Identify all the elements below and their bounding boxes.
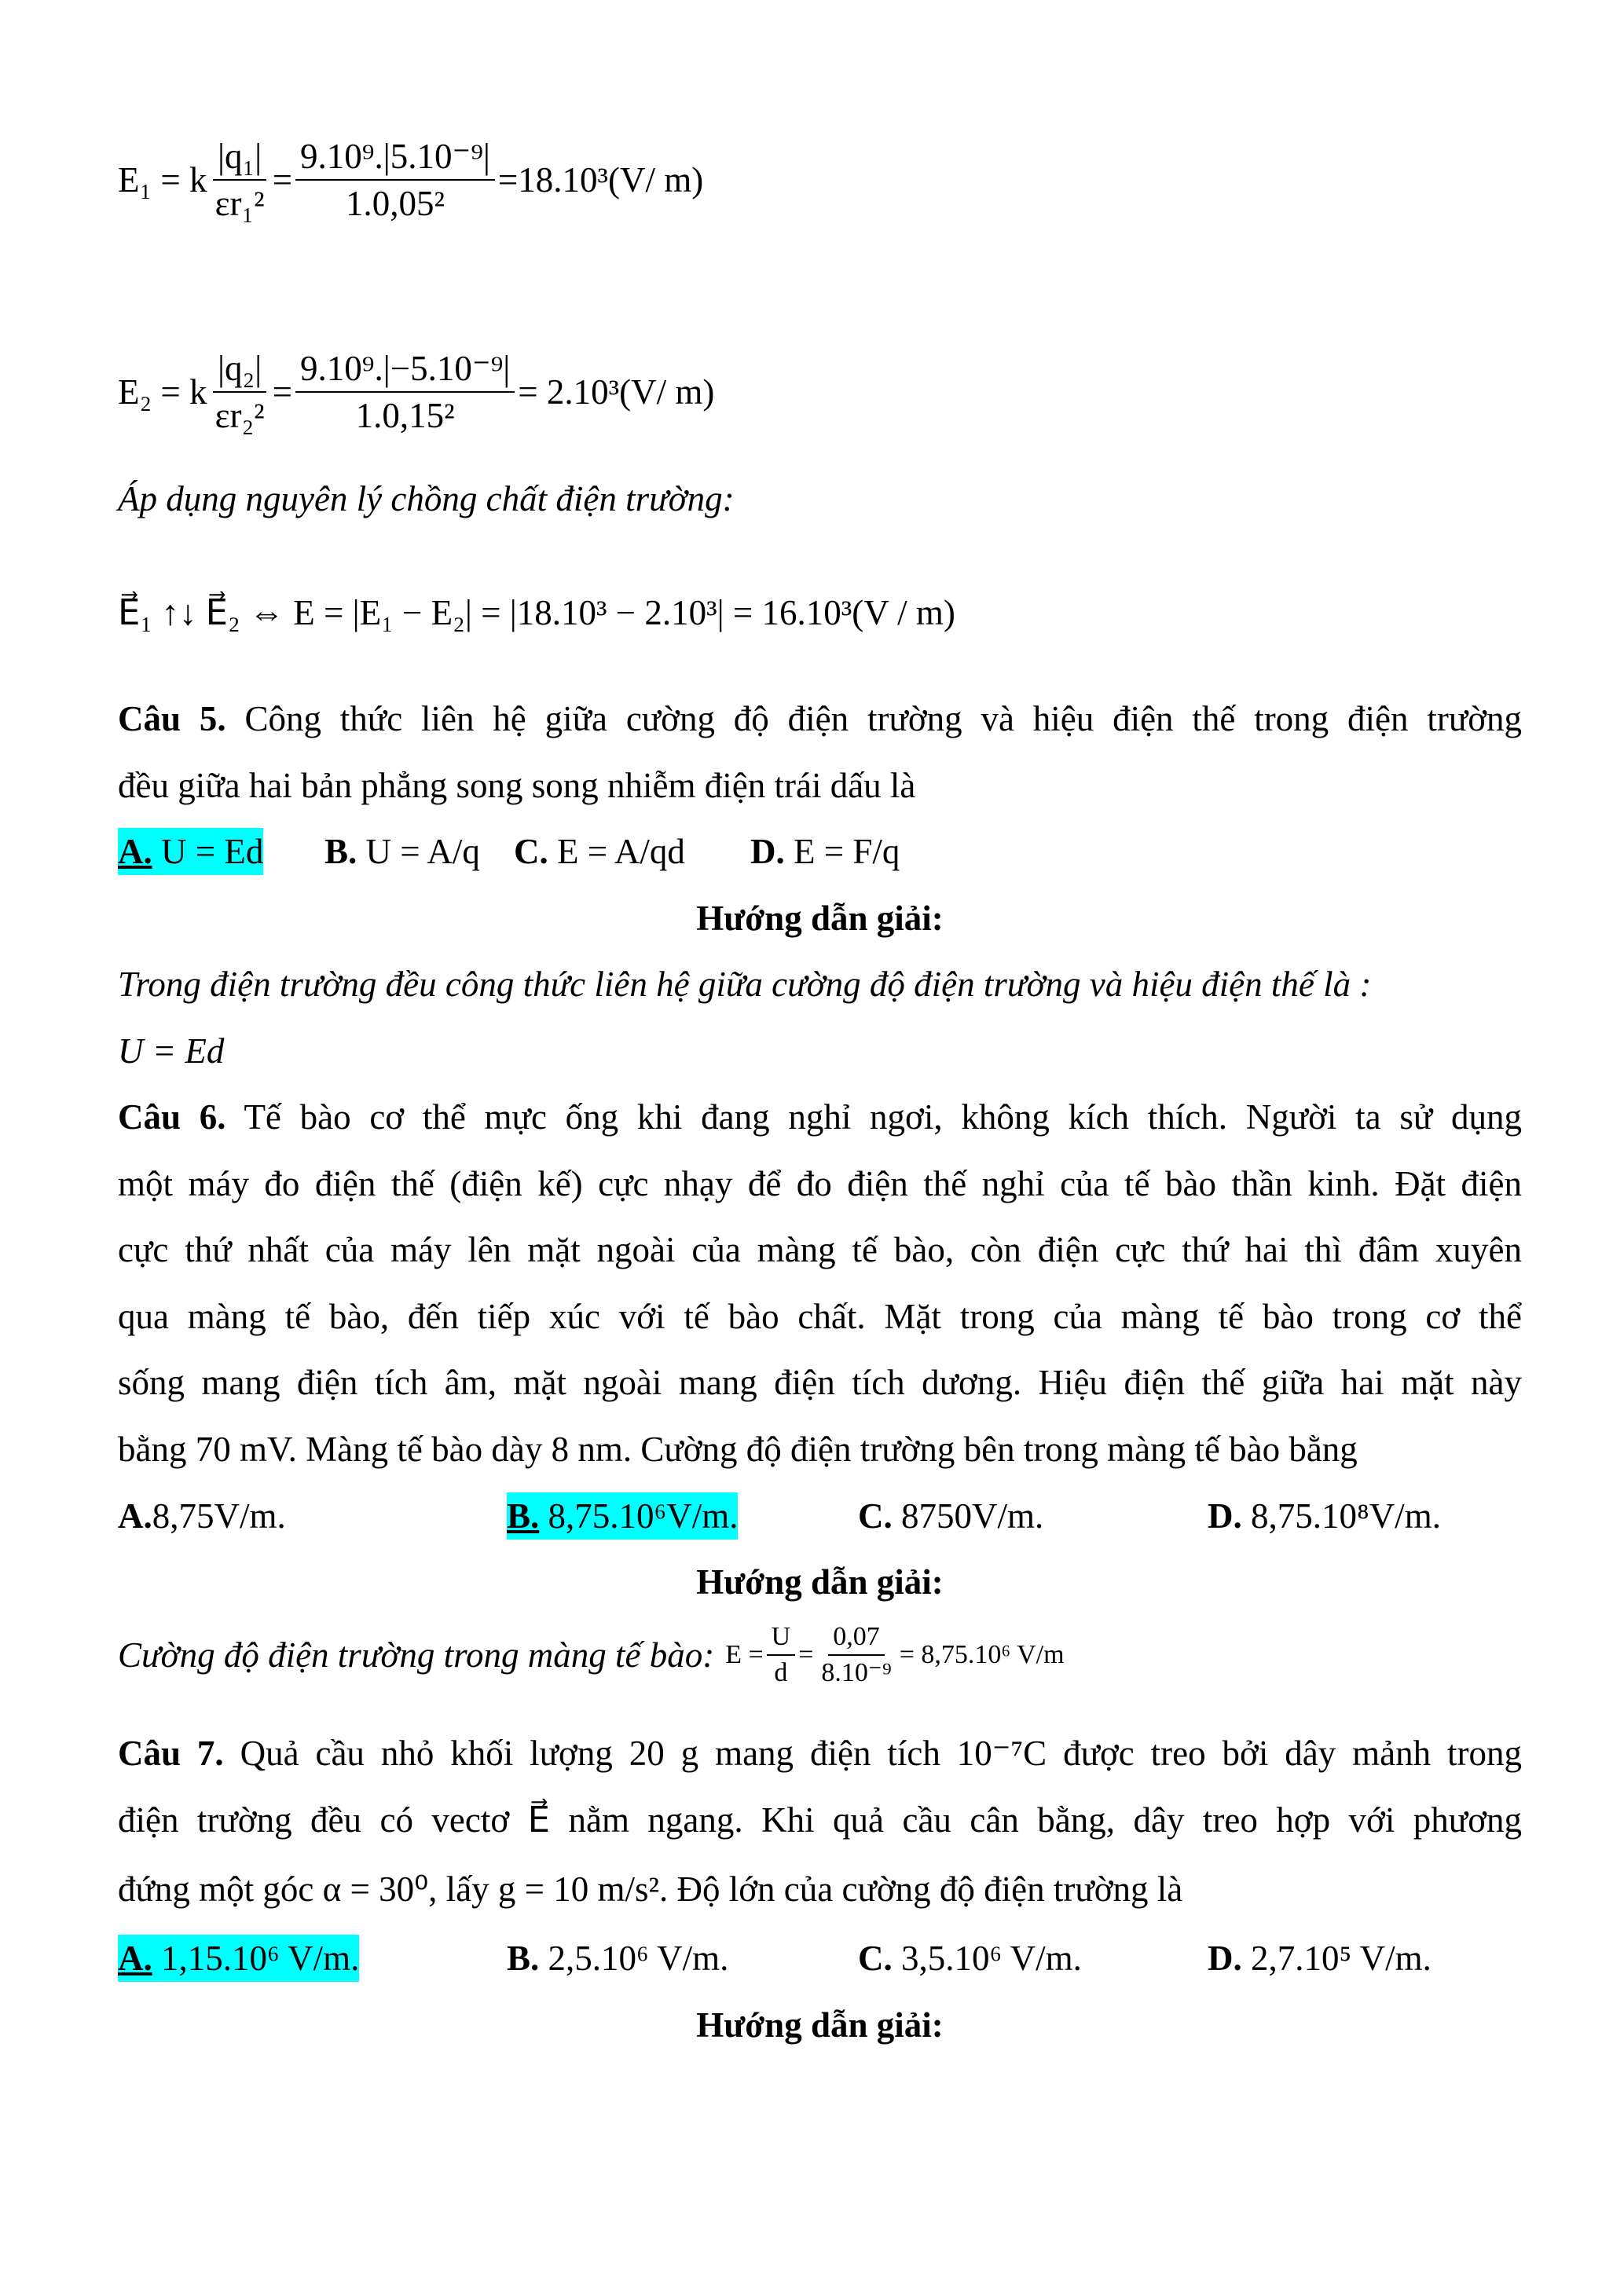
option-letter: D. — [1208, 1939, 1242, 1978]
option-letter: D. — [1208, 1496, 1242, 1536]
q7-line-3: đứng một góc α = 30⁰, lấy g = 10 m/s². Độ lớn của cường độ điện trường là — [118, 1869, 1183, 1909]
numerator: 9.10⁹.|5.10⁻⁹| — [295, 134, 495, 181]
superposition-formula: E⃗₁ ↑↓ E⃗₂ ⇔ E = |E₁ − E₂| = |18.10³ − 2.10³| = 16.10³(V / m) — [118, 593, 955, 632]
q5-option-d — [750, 828, 900, 875]
formula-e1 — [118, 134, 703, 226]
numerator: U — [767, 1620, 796, 1656]
superposition-label: Áp dụng nguyên lý chồng chất điện trường: — [118, 479, 735, 518]
option-text: 8,75.10⁶V/m. — [539, 1496, 739, 1536]
q6-option-c — [858, 1492, 1043, 1540]
q5-option-b — [324, 828, 480, 875]
numerator: |q₂| — [213, 346, 266, 393]
option-letter: A. — [118, 832, 152, 871]
q5-guide-line-2: U = Ed — [118, 1031, 225, 1071]
option-letter: B. — [507, 1939, 540, 1978]
q6-option-a — [118, 1492, 286, 1540]
q7-option-c — [858, 1935, 1082, 1982]
fraction — [767, 1620, 796, 1690]
option-text: 2,7.10⁵ V/m. — [1241, 1939, 1432, 1978]
denominator: 1.0,15² — [355, 396, 455, 435]
q7-option-a — [118, 1935, 359, 1982]
option-text: 3,5.10⁶ V/m. — [892, 1939, 1082, 1978]
option-text: 8,75V/m. — [152, 1496, 286, 1536]
equals: = — [272, 372, 293, 412]
q6-line-3: cực thứ nhất của máy lên mặt ngoài của màng tế bào, còn điện cực thứ hai thì đâm xuyên — [118, 1230, 1522, 1269]
denominator: d — [774, 1658, 788, 1687]
q5-guide-title: Hướng dẫn giải: — [696, 899, 944, 938]
formula-lhs: E₂ = k — [118, 372, 207, 412]
q5-line-2: đều giữa hai bản phẳng song song nhiễm điện trái dấu là — [118, 766, 916, 805]
q7-option-d — [1208, 1935, 1432, 1982]
denominator: 8.10⁻⁹ — [821, 1658, 892, 1687]
option-text: E = A/qd — [548, 832, 685, 871]
q7-line-1 — [118, 1730, 1522, 1777]
option-letter: C. — [858, 1939, 893, 1978]
denominator: εr₁² — [214, 184, 265, 223]
q6-guide-title: Hướng dẫn giải: — [696, 1562, 944, 1602]
q6-line-6: bằng 70 mV. Màng tế bào dày 8 nm. Cường độ điện trường bên trong màng tế bào bằng — [118, 1430, 1358, 1469]
question-label: Câu 7. — [118, 1734, 224, 1773]
option-text: 8750V/m. — [892, 1496, 1044, 1536]
option-letter: B. — [324, 832, 357, 871]
option-letter: C. — [514, 832, 548, 871]
fraction — [295, 134, 495, 226]
q7-line-2: điện trường đều có vectơ E⃗ nằm ngang. Khi quả cầu cân bằng, dây treo hợp với phương — [118, 1800, 1522, 1840]
fraction — [211, 346, 269, 438]
option-text: 1,15.10⁶ V/m. — [152, 1939, 360, 1978]
option-letter: A. — [118, 1496, 152, 1536]
equals: = — [272, 160, 293, 200]
formula-e2 — [118, 346, 714, 438]
formula-lhs: E₁ = k — [118, 160, 207, 200]
numerator: |q₁| — [213, 134, 266, 181]
q6-guide-formula-line — [118, 1620, 1065, 1690]
formula-rhs: = 8,75.10⁶ V/m — [899, 1640, 1065, 1669]
question-label: Câu 5. — [118, 699, 226, 738]
numerator: 9.10⁹.|−5.10⁻⁹| — [295, 346, 515, 393]
formula-rhs: =18.10³(V/ m) — [497, 160, 704, 200]
option-text: U = A/q — [357, 832, 480, 871]
option-letter: A. — [118, 1939, 152, 1978]
formula-lhs: E = — [725, 1640, 764, 1669]
membrane-field-formula — [725, 1620, 1064, 1690]
q6-line-2: một máy đo điện thế (điện kế) cực nhạy để đo điện thế nghỉ của tế bào thần kinh. Đặt điện — [118, 1164, 1522, 1203]
denominator: εr₂² — [214, 396, 265, 435]
q6-line-4: qua màng tế bào, đến tiếp xúc với tế bào chất. Mặt trong của màng tế bào trong cơ thể — [118, 1297, 1522, 1336]
q5-option-c — [514, 828, 685, 875]
option-letter: C. — [858, 1496, 893, 1536]
q5-guide-line-1: Trong điện trường đều công thức liên hệ giữa cường độ điện trường và hiệu điện thế là : — [118, 965, 1372, 1004]
option-letter: B. — [507, 1496, 540, 1536]
question-text: Quả cầu nhỏ khối lượng 20 g mang điện tích 10⁻⁷C được treo bởi dây mảnh trong — [240, 1734, 1522, 1773]
q7-guide-title: Hướng dẫn giải: — [696, 2005, 944, 2045]
question-text: Tế bào cơ thể mực ống khi đang nghỉ ngơi, không kích thích. Người ta sử dụng — [244, 1097, 1522, 1137]
option-text: 8,75.10⁸V/m. — [1241, 1496, 1441, 1536]
q6-line-1 — [118, 1093, 1522, 1141]
fraction — [211, 134, 269, 226]
q6-option-d — [1208, 1492, 1441, 1540]
q7-option-b — [507, 1935, 728, 1982]
q6-option-b — [507, 1492, 738, 1540]
fraction — [816, 1620, 896, 1690]
denominator: 1.0,05² — [345, 184, 445, 223]
fraction — [295, 346, 515, 438]
option-text: U = Ed — [152, 832, 264, 871]
option-text: E = F/q — [784, 832, 900, 871]
option-text: 2,5.10⁶ V/m. — [539, 1939, 729, 1978]
q5-option-a — [118, 828, 263, 875]
q6-line-5: sống mang điện tích âm, mặt ngoài mang điện tích dương. Hiệu điện thế giữa hai mặt này — [118, 1363, 1522, 1402]
q5-line-1 — [118, 695, 1522, 742]
question-label: Câu 6. — [118, 1097, 226, 1137]
equals: = — [798, 1640, 814, 1669]
numerator: 0,07 — [828, 1620, 885, 1656]
option-letter: D. — [750, 832, 785, 871]
formula-rhs: = 2.10³(V/ m) — [518, 372, 715, 412]
guide-text: Cường độ điện trường trong màng tế bào: — [118, 1635, 715, 1675]
question-text: Công thức liên hệ giữa cường độ điện trường và hiệu điện thế trong điện trường — [244, 699, 1522, 738]
